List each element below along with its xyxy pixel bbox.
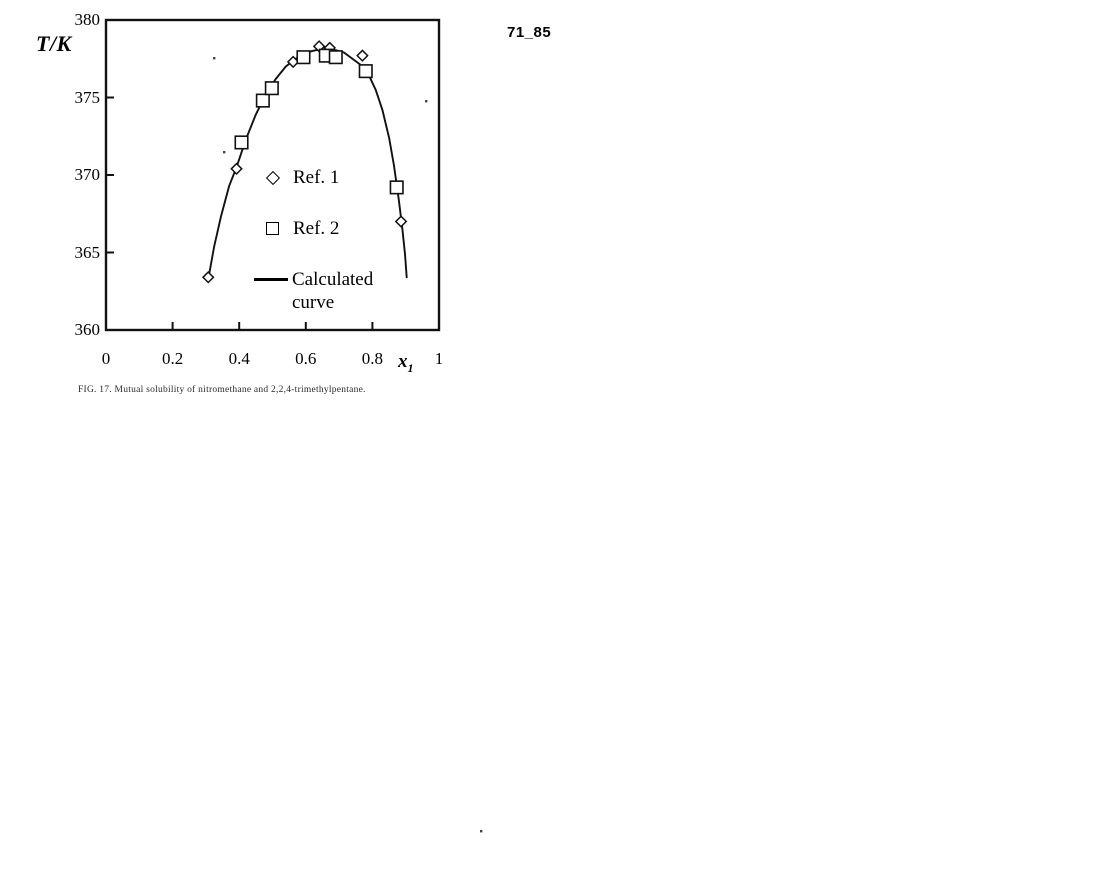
y-tick-label: 360 [74,320,100,339]
legend-label-calculated-curve: Calculated curve [292,269,374,313]
x-tick-label: 0.8 [361,349,384,368]
x-tick-label: 0.4 [228,349,250,368]
data-point-ref2-square [359,65,372,78]
x-tick-label: 0.6 [295,349,317,368]
data-point-ref1-diamond [357,50,367,60]
data-point-ref2-square [257,94,270,107]
data-point-ref2-square [266,82,279,95]
scan-noise-dot [480,830,482,832]
y-tick-label: 370 [74,165,100,184]
y-tick-label: 365 [74,242,100,262]
data-point-ref1-diamond [231,164,241,174]
figure-caption: FIG. 17. Mutual solubility of nitromethane and 2,2,4-trimethylpentane. [78,385,366,395]
legend-label-ref1: Ref. 1 [293,167,340,188]
scan-noise-dot [213,57,215,59]
x-axis-title [398,351,414,376]
x-axis-title-main: x [398,351,408,372]
legend-label-ref2: Ref. 2 [293,218,340,239]
scan-noise-dot [425,100,427,102]
x-tick-label: 0 [101,349,111,368]
data-point-ref2-square [297,51,310,64]
legend-line-icon [254,278,288,281]
legend-square-icon [266,222,279,235]
y-tick-label: 380 [74,10,100,29]
data-point-ref1-diamond [203,272,213,282]
x-tick-label: 1 [434,349,444,368]
scan-noise-dot [223,151,225,153]
x-tick-label: 0.2 [161,349,184,368]
page-number-label: 71_85 [507,24,552,41]
y-tick-label: 375 [74,87,100,107]
calculated-curve [209,49,407,277]
data-point-ref2-square [235,136,248,149]
y-axis-title: T/K [36,31,72,56]
data-point-ref2-square [390,181,403,194]
x-axis-title-subscript: 1 [407,360,414,375]
data-point-ref1-diamond [396,216,406,226]
data-point-ref2-square [330,51,343,64]
